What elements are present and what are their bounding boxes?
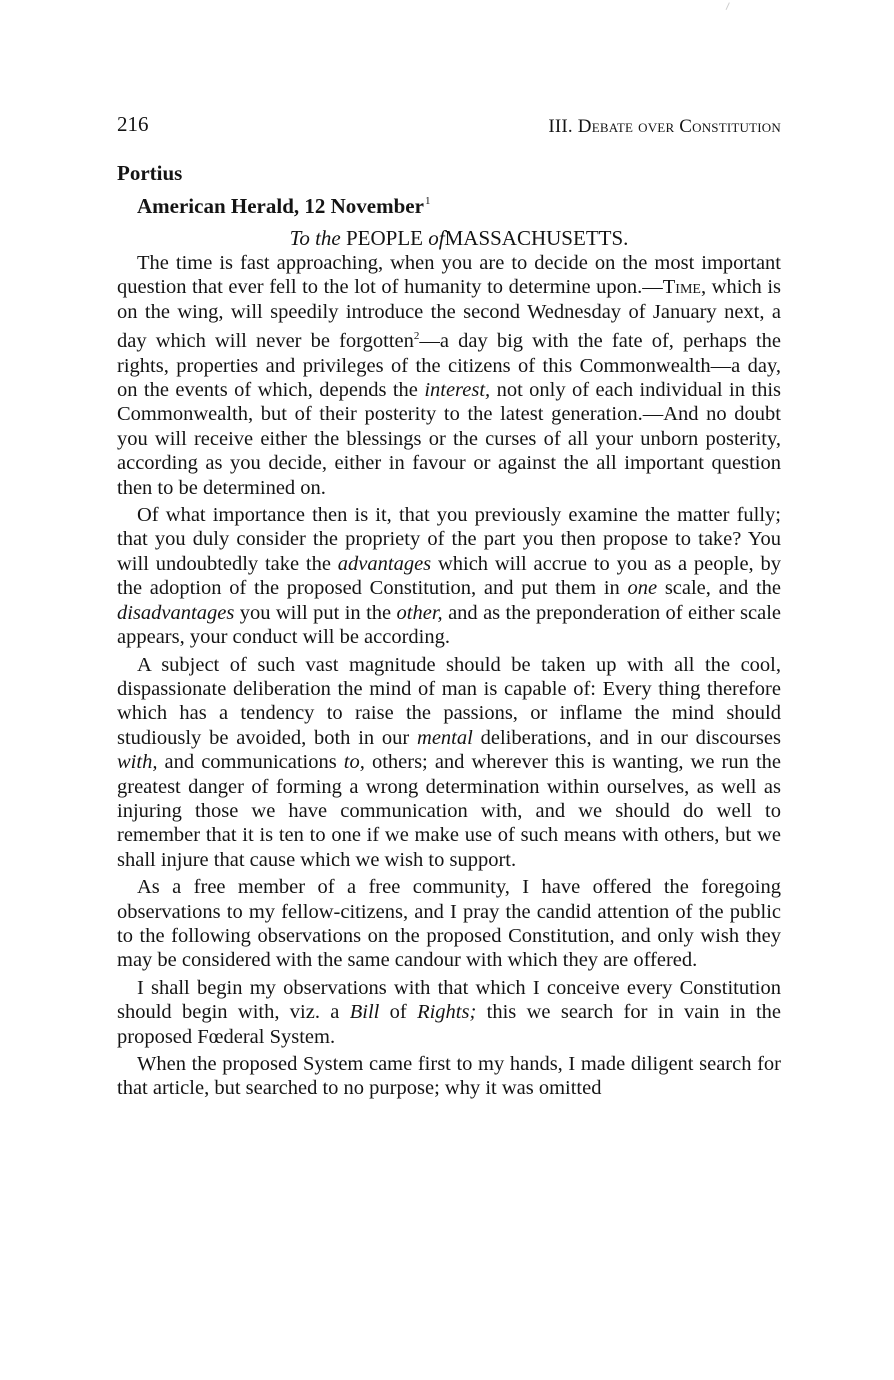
text-run: not only of each individual in this Commonwealth, but of their posterity to the latest generation.—And no doubt you will receive either the blessings or the curses of all your unborn posterity, according as you decide, either in favour or against the all important question then to be determined on.: [117, 379, 781, 499]
text-run: others; and wherever this is wanting, we run the greatest danger of forming a wrong determination within ourselves, as well as injuring those we have communication with, and we should do well to remember that it is ten to one if we make use of such means with others, but we shall injure that cause which we wish to support.: [117, 751, 781, 871]
address-of: of: [428, 226, 445, 250]
document-page: [117, 108, 781, 1104]
italic-text: interest,: [424, 379, 491, 402]
text-run: this we search for in vain in the proposed Fœderal System.: [117, 1001, 781, 1048]
body-paragraph: [117, 251, 781, 500]
italic-text: Rights;: [417, 1001, 477, 1024]
footnote-ref: 1: [424, 195, 431, 207]
page-number: 216: [117, 112, 149, 136]
italic-text: disadvantages: [117, 601, 235, 624]
text-run: which will accrue to you as a people, by the adoption of the proposed Constitution, and put them in: [117, 552, 781, 600]
footnote-ref: 2: [413, 330, 420, 343]
small-caps-text: Time: [662, 276, 701, 299]
text-run: , which is on the wing, will speedily introduce the second Wednesday of January next, a day which will never be forgotten: [117, 276, 781, 353]
text-run: and as the preponderation of either scale appears, your conduct will be according.: [117, 601, 782, 649]
text-run: —a day big with the fate of, perhaps the rights, properties and privileges of the citizens of this Commonwealth—a day, on the events of which, depends the: [117, 330, 781, 402]
italic-text: mental: [417, 726, 473, 749]
text-run: When the proposed System came first to my hands, I made diligent search for that article, but searched to no purpose; why it was omitted: [117, 1053, 781, 1100]
body-paragraph: [117, 875, 781, 973]
body-paragraph: [117, 976, 781, 1049]
article-source: [137, 188, 781, 219]
italic-text: Bill: [349, 1001, 380, 1024]
text-run: deliberations, and in our discourses: [472, 726, 781, 749]
italic-text: advantages: [337, 552, 432, 575]
text-run: scale, and the: [657, 577, 781, 600]
scan-speck: [726, 2, 734, 11]
text-run: A subject of such vast magnitude should be taken up with all the cool, dispassionate deliberation the mind of man is capable of: Every thing therefore which has a tendency to raise the passions, or inflame the mind should studiously be avoided, both in our: [117, 653, 781, 749]
text-run: and communications: [157, 751, 344, 774]
section-title: III. Debate over Constitution: [548, 116, 781, 137]
text-run: As a free member of a free community, I have offered the foregoing observations to my fellow-citizens, and I pray the candid attention of the public to the following observations on the proposed Constitution, and only wish they may be considered with the same candour with which they are offered.: [117, 876, 781, 972]
article-author: Portius: [117, 161, 183, 185]
running-head: [117, 108, 781, 144]
body-text: [117, 251, 781, 1101]
text-run: Of what importance then is it, that you previously examine the matter fully; that you duly consider the propriety of the part you then propose to take? You will undoubtedly take the: [117, 504, 781, 575]
body-paragraph: [117, 653, 781, 873]
body-paragraph: [117, 503, 781, 649]
body-paragraph: [117, 1052, 781, 1101]
italic-text: to,: [343, 751, 365, 774]
text-run: I shall begin my observations with that which I conceive every Constitution should begin with, viz. a: [117, 976, 781, 1024]
italic-text: one: [627, 577, 658, 600]
address-to: To the: [289, 226, 341, 250]
italic-text: with,: [117, 751, 158, 774]
address-people: PEOPLE: [346, 226, 424, 250]
address-state: MASSACHUSETTS.: [444, 226, 629, 250]
text-run: you will put in the: [234, 601, 397, 624]
source-text: American Herald, 12 November: [137, 194, 424, 218]
text-run: of: [379, 1001, 418, 1024]
address-line: [117, 225, 781, 251]
text-run: The time is fast approaching, when you are to decide on the most important question that ever fell to the lot of humanity to determine upon.—: [117, 252, 781, 299]
italic-text: other,: [396, 601, 443, 624]
